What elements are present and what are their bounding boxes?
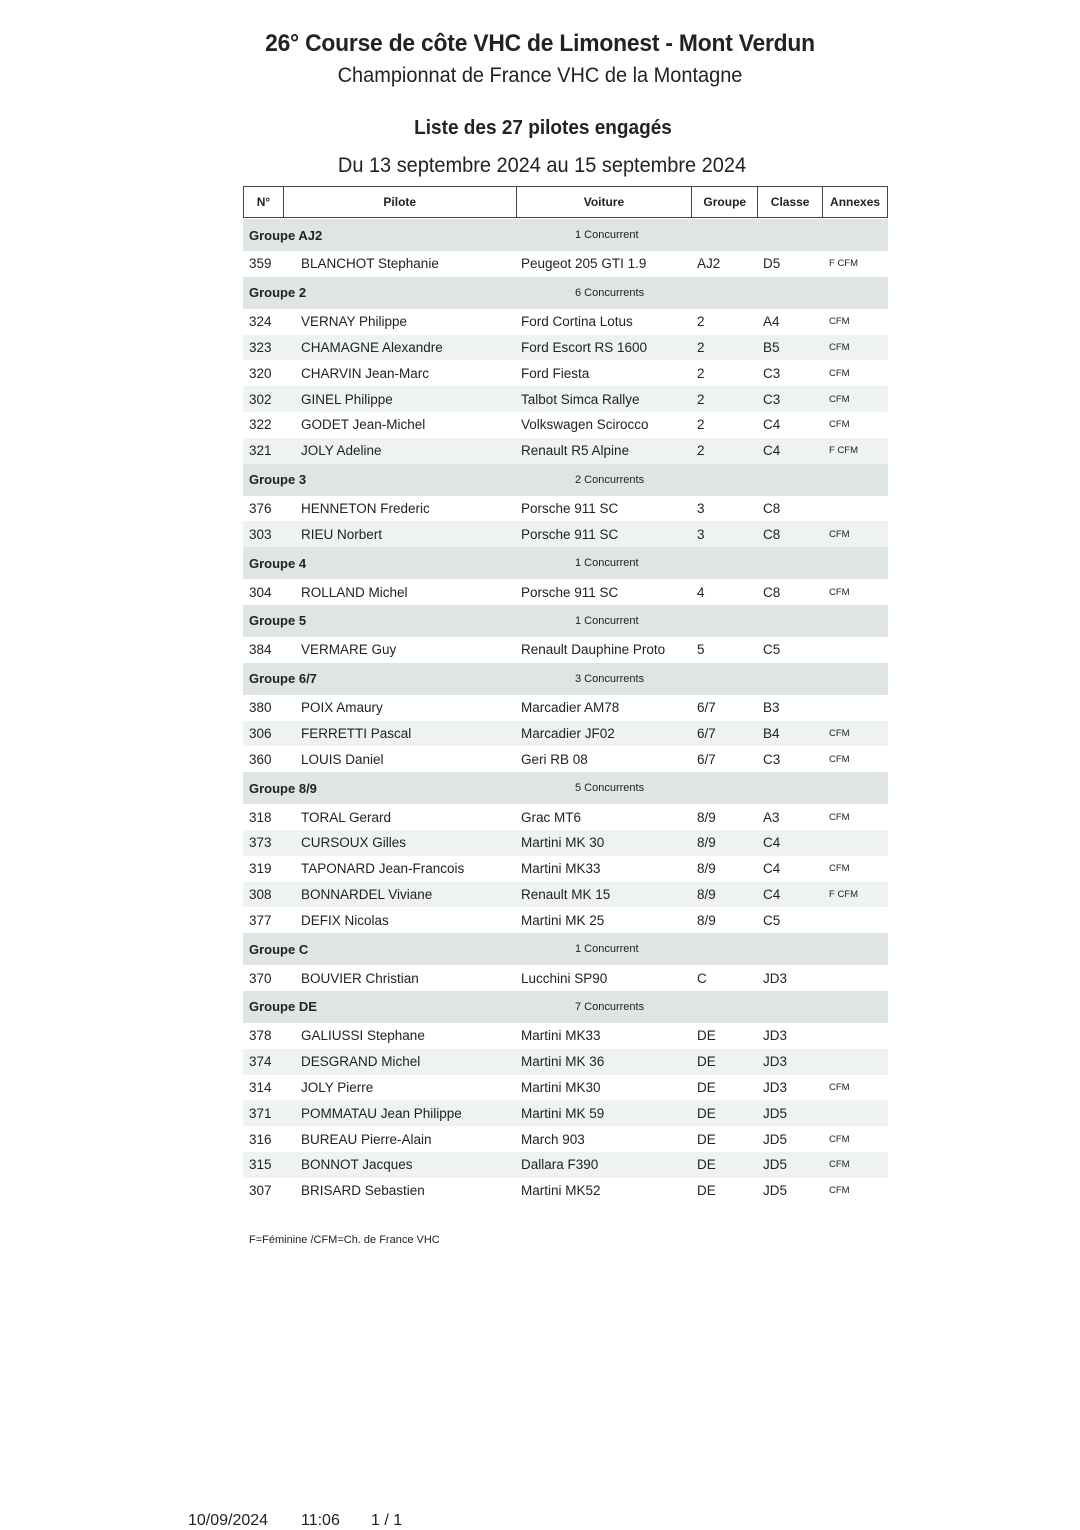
group-header-row [243, 605, 888, 637]
cell-classe: JD5 [763, 1157, 788, 1173]
table-row [243, 438, 888, 464]
cell-classe: JD3 [763, 1054, 788, 1070]
cell-pilote: FERRETTI Pascal [301, 725, 412, 741]
group-header-row [243, 933, 888, 965]
cell-voiture: Martini MK 59 [521, 1105, 605, 1121]
cell-groupe: 5 [697, 642, 705, 658]
column-header-number: N° [244, 187, 284, 217]
group-name: Groupe C [249, 941, 309, 957]
table-row [243, 335, 888, 361]
footer-time: 11:06 [301, 1512, 340, 1529]
table-row [243, 856, 888, 882]
table-row [243, 965, 888, 991]
group-name: Groupe 5 [249, 613, 307, 629]
cell-annexes: CFM [829, 586, 850, 598]
cell-groupe: DE [697, 1054, 716, 1070]
cell-pilote: VERMARE Guy [301, 642, 397, 658]
cell-number: 360 [249, 751, 272, 767]
cell-voiture: Porsche 911 SC [521, 584, 619, 600]
cell-classe: A3 [763, 809, 780, 825]
cell-voiture: Grac MT6 [521, 809, 582, 825]
group-header-row [243, 772, 888, 804]
cell-pilote: POMMATAU Jean Philippe [301, 1105, 462, 1121]
cell-annexes: CFM [829, 316, 850, 328]
cell-groupe: 6/7 [697, 700, 716, 716]
group-header-row [243, 663, 888, 695]
cell-voiture: Ford Cortina Lotus [521, 314, 633, 330]
cell-annexes: CFM [829, 341, 850, 353]
cell-annexes: CFM [829, 367, 850, 379]
table-row [243, 695, 888, 721]
cell-number: 323 [249, 339, 272, 355]
cell-classe: JD3 [763, 970, 788, 986]
cell-voiture: Geri RB 08 [521, 751, 588, 767]
cell-groupe: 2 [697, 443, 705, 459]
group-count: 1 Concurrent [575, 557, 639, 570]
table-row [243, 1178, 888, 1204]
cell-pilote: JOLY Pierre [301, 1079, 374, 1095]
table-row [243, 1100, 888, 1126]
cell-pilote: BRISARD Sebastien [301, 1183, 425, 1199]
column-header-groupe: Groupe [692, 187, 758, 217]
table-row [243, 746, 888, 772]
cell-annexes: CFM [829, 1133, 850, 1145]
table-row [243, 804, 888, 830]
table-row [243, 882, 888, 908]
cell-groupe: 8/9 [697, 886, 716, 902]
cell-number: 377 [249, 912, 272, 928]
column-header-voiture: Voiture [517, 187, 693, 217]
entry-list-table [243, 219, 888, 1204]
cell-annexes: F CFM [829, 888, 859, 900]
cell-pilote: CHARVIN Jean-Marc [301, 365, 430, 381]
cell-groupe: 8/9 [697, 861, 716, 877]
cell-classe: C3 [763, 365, 781, 381]
cell-pilote: POIX Amaury [301, 700, 383, 716]
group-name: Groupe 6/7 [249, 671, 317, 687]
cell-groupe: 8/9 [697, 835, 716, 851]
cell-pilote: BUREAU Pierre-Alain [301, 1131, 432, 1147]
cell-pilote: LOUIS Daniel [301, 751, 384, 767]
cell-voiture: Martini MK33 [521, 861, 601, 877]
table-row [243, 579, 888, 605]
footer-page: 1 / 1 [371, 1512, 403, 1529]
group-name: Groupe 8/9 [249, 780, 317, 796]
cell-pilote: RIEU Norbert [301, 526, 383, 542]
cell-number: 371 [249, 1105, 272, 1121]
cell-number: 304 [249, 584, 272, 600]
cell-annexes: CFM [829, 811, 850, 823]
cell-number: 384 [249, 642, 272, 658]
group-name: Groupe DE [249, 999, 317, 1015]
group-header-row [243, 547, 888, 579]
cell-groupe: 8/9 [697, 912, 716, 928]
cell-groupe: 3 [697, 500, 705, 516]
cell-voiture: Renault R5 Alpine [521, 443, 630, 459]
column-header-classe: Classe [758, 187, 823, 217]
table-row [243, 496, 888, 522]
cell-voiture: Marcadier AM78 [521, 700, 620, 716]
cell-voiture: Volkswagen Scirocco [521, 417, 649, 433]
table-row [243, 1049, 888, 1075]
cell-classe: C5 [763, 642, 781, 658]
cell-classe: C4 [763, 835, 781, 851]
cell-voiture: Peugeot 205 GTI 1.9 [521, 256, 647, 272]
group-name: Groupe 3 [249, 472, 307, 488]
group-header-row [243, 991, 888, 1023]
cell-number: 380 [249, 700, 272, 716]
cell-number: 359 [249, 256, 272, 272]
cell-voiture: Marcadier JF02 [521, 725, 615, 741]
table-row [243, 1075, 888, 1101]
cell-groupe: DE [697, 1079, 716, 1095]
cell-classe: D5 [763, 256, 781, 272]
cell-groupe: 2 [697, 339, 705, 355]
footer-date: 10/09/2024 [188, 1512, 269, 1529]
cell-classe: JD5 [763, 1105, 788, 1121]
group-count: 7 Concurrents [575, 1000, 645, 1013]
cell-number: 370 [249, 970, 272, 986]
cell-number: 324 [249, 314, 272, 330]
document-title: 26° Course de côte VHC de Limonest - Mont Verdun [265, 30, 815, 57]
cell-classe: C5 [763, 912, 781, 928]
cell-groupe: DE [697, 1157, 716, 1173]
cell-number: 322 [249, 417, 272, 433]
legend-note: F=Féminine /CFM=Ch. de France VHC [249, 1234, 440, 1246]
cell-pilote: BLANCHOT Stephanie [301, 256, 439, 272]
cell-pilote: CHAMAGNE Alexandre [301, 339, 443, 355]
cell-classe: B5 [763, 339, 780, 355]
group-count: 3 Concurrents [575, 672, 645, 685]
cell-voiture: Dallara F390 [521, 1157, 599, 1173]
cell-number: 321 [249, 443, 272, 459]
document-subtitle: Championnat de France VHC de la Montagne [337, 64, 743, 87]
cell-number: 307 [249, 1183, 272, 1199]
column-header-pilote: Pilote [284, 187, 517, 217]
cell-voiture: Ford Fiesta [521, 365, 590, 381]
cell-voiture: Martini MK52 [521, 1183, 601, 1199]
table-row [243, 412, 888, 438]
cell-annexes: CFM [829, 863, 850, 875]
cell-groupe: DE [697, 1028, 716, 1044]
cell-groupe: C [697, 970, 707, 986]
cell-pilote: BOUVIER Christian [301, 970, 419, 986]
cell-number: 302 [249, 391, 272, 407]
cell-classe: A4 [763, 314, 780, 330]
cell-groupe: 2 [697, 314, 705, 330]
cell-number: 314 [249, 1079, 272, 1095]
cell-number: 319 [249, 861, 272, 877]
table-row [243, 521, 888, 547]
cell-pilote: GINEL Philippe [301, 391, 393, 407]
table-row [243, 309, 888, 335]
cell-pilote: TAPONARD Jean-Francois [301, 861, 465, 877]
cell-pilote: HENNETON Frederic [301, 500, 430, 516]
cell-number: 373 [249, 835, 272, 851]
event-dates: Du 13 septembre 2024 au 15 septembre 2024 [337, 154, 747, 177]
cell-classe: C8 [763, 526, 781, 542]
cell-voiture: Porsche 911 SC [521, 526, 619, 542]
cell-annexes: CFM [829, 393, 850, 405]
cell-pilote: VERNAY Philippe [301, 314, 408, 330]
cell-groupe: 8/9 [697, 809, 716, 825]
cell-groupe: DE [697, 1105, 716, 1121]
list-title: Liste des 27 pilotes engagés [414, 117, 672, 139]
cell-groupe: 6/7 [697, 725, 716, 741]
cell-annexes: CFM [829, 1081, 850, 1093]
cell-annexes: CFM [829, 1185, 850, 1197]
cell-voiture: Renault MK 15 [521, 886, 611, 902]
cell-voiture: Renault Dauphine Proto [521, 642, 666, 658]
cell-voiture: Martini MK30 [521, 1079, 601, 1095]
cell-pilote: DESGRAND Michel [301, 1054, 421, 1070]
cell-groupe: 4 [697, 584, 705, 600]
table-header [243, 186, 888, 218]
group-name: Groupe AJ2 [249, 227, 323, 243]
cell-classe: B4 [763, 725, 780, 741]
cell-number: 316 [249, 1131, 272, 1147]
group-count: 1 Concurrent [575, 229, 639, 241]
cell-number: 374 [249, 1054, 272, 1070]
cell-pilote: BONNOT Jacques [301, 1157, 413, 1173]
group-name: Groupe 2 [249, 285, 307, 301]
cell-number: 315 [249, 1157, 272, 1173]
cell-groupe: 2 [697, 417, 705, 433]
cell-classe: C8 [763, 584, 781, 600]
cell-classe: C4 [763, 861, 781, 877]
cell-annexes: CFM [829, 419, 850, 431]
cell-classe: C4 [763, 886, 781, 902]
cell-pilote: CURSOUX Gilles [301, 835, 407, 851]
group-name: Groupe 4 [249, 555, 307, 571]
cell-classe: JD5 [763, 1131, 788, 1147]
cell-annexes: CFM [829, 727, 850, 739]
column-header-annexes: Annexes [830, 195, 881, 209]
cell-groupe: AJ2 [697, 256, 721, 272]
cell-number: 318 [249, 809, 272, 825]
cell-annexes: F CFM [829, 445, 859, 457]
cell-classe: C4 [763, 417, 781, 433]
cell-voiture: Porsche 911 SC [521, 500, 619, 516]
cell-pilote: BONNARDEL Viviane [301, 886, 433, 902]
group-count: 1 Concurrent [575, 614, 639, 627]
cell-number: 308 [249, 886, 272, 902]
cell-number: 378 [249, 1028, 272, 1044]
cell-pilote: ROLLAND Michel [301, 584, 408, 600]
table-row [243, 1126, 888, 1152]
cell-groupe: 2 [697, 365, 705, 381]
cell-annexes: CFM [829, 753, 850, 765]
group-header-row [243, 219, 888, 251]
group-header-row [243, 464, 888, 496]
cell-classe: JD3 [763, 1028, 788, 1044]
table-row [243, 386, 888, 412]
cell-annexes: F CFM [829, 258, 859, 270]
cell-classe: C8 [763, 500, 781, 516]
cell-annexes: CFM [829, 1159, 850, 1171]
table-row [243, 251, 888, 277]
table-row [243, 637, 888, 663]
cell-voiture: March 903 [521, 1131, 585, 1147]
table-row [243, 830, 888, 856]
cell-classe: C4 [763, 443, 781, 459]
cell-voiture: Ford Escort RS 1600 [521, 339, 648, 355]
cell-voiture: Martini MK33 [521, 1028, 601, 1044]
cell-classe: C3 [763, 751, 781, 767]
cell-groupe: DE [697, 1131, 716, 1147]
cell-number: 306 [249, 725, 272, 741]
cell-voiture: Lucchini SP90 [521, 970, 608, 986]
cell-classe: C3 [763, 391, 781, 407]
cell-voiture: Martini MK 25 [521, 912, 605, 928]
cell-number: 376 [249, 500, 272, 516]
table-row [243, 360, 888, 386]
cell-voiture: Martini MK 30 [521, 835, 605, 851]
cell-pilote: GODET Jean-Michel [301, 417, 426, 433]
group-count: 2 Concurrents [575, 473, 645, 486]
cell-voiture: Talbot Simca Rallye [521, 391, 640, 407]
table-row [243, 1152, 888, 1178]
cell-classe: B3 [763, 700, 780, 716]
cell-pilote: DEFIX Nicolas [301, 912, 389, 928]
cell-classe: JD5 [763, 1183, 788, 1199]
cell-pilote: JOLY Adeline [301, 443, 382, 459]
group-count: 6 Concurrents [575, 286, 645, 299]
table-row [243, 907, 888, 933]
group-count: 1 Concurrent [575, 943, 639, 956]
cell-groupe: 2 [697, 391, 705, 407]
group-count: 5 Concurrents [575, 782, 645, 795]
cell-number: 303 [249, 526, 272, 542]
cell-annexes: CFM [829, 528, 850, 540]
cell-number: 320 [249, 365, 272, 381]
cell-groupe: 3 [697, 526, 705, 542]
cell-pilote: TORAL Gerard [301, 809, 392, 825]
cell-groupe: DE [697, 1183, 716, 1199]
cell-classe: JD3 [763, 1079, 788, 1095]
cell-groupe: 6/7 [697, 751, 716, 767]
table-row [243, 721, 888, 747]
table-row [243, 1023, 888, 1049]
cell-pilote: GALIUSSI Stephane [301, 1028, 425, 1044]
group-header-row [243, 277, 888, 309]
cell-voiture: Martini MK 36 [521, 1054, 605, 1070]
